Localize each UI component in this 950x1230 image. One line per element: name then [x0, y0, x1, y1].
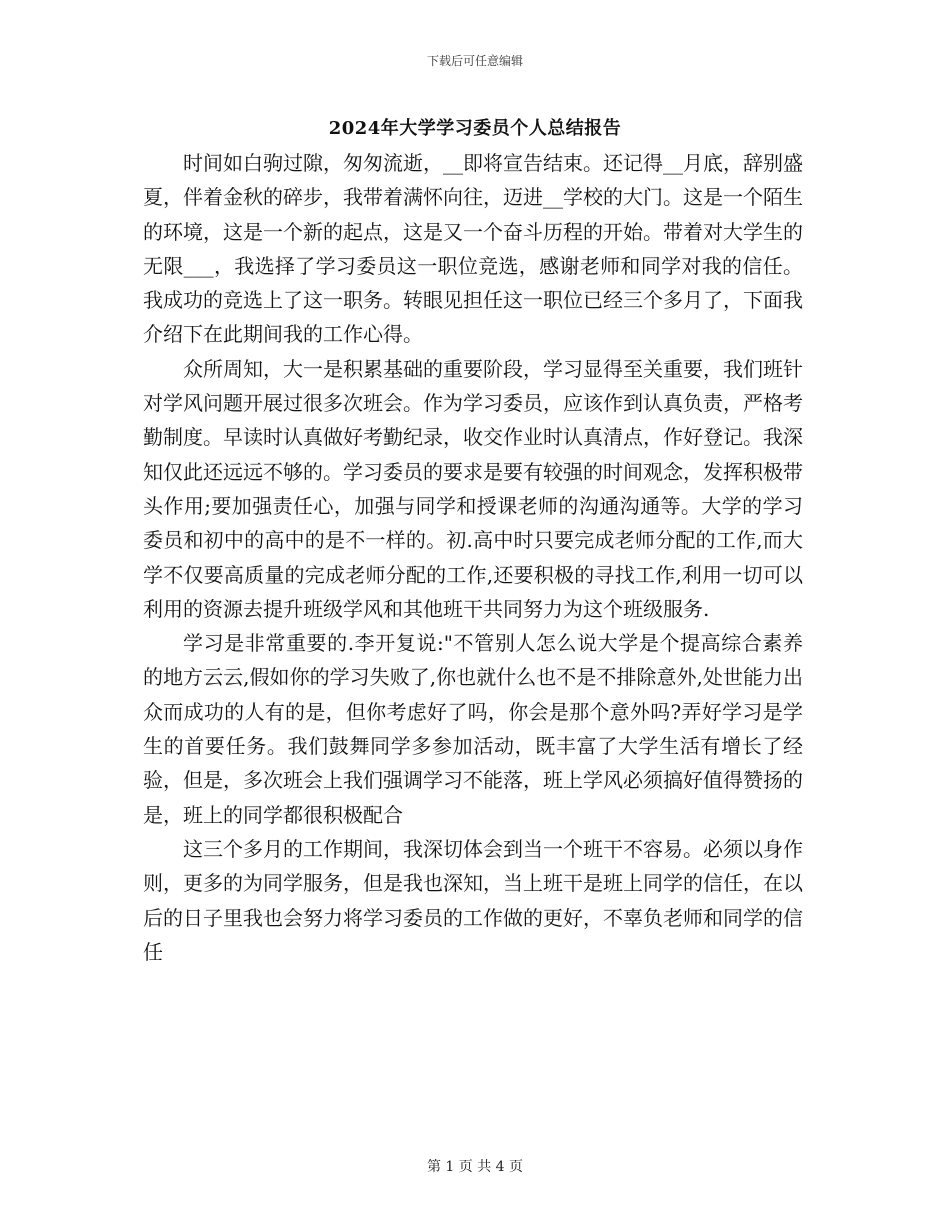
page-header-note: 下载后可任意编辑: [426, 54, 523, 68]
document-body: [143, 146, 803, 969]
body-paragraph-2: 众所周知，大一是积累基础的重要阶段，学习显得至关重要，我们班针对学风问题开展过很多次班会。作为学习委员，应该作到认真负责，严格考勤制度。早读时认真做好考勤纪录，收交作业时认真清点，作好登记。我深知仅此还远远不够的。学习委员的要求是要有较强的时间观念，发挥积极带头作用;要加强责任心，加强与同学和授课老师的沟通沟通等。大学的学习委员和初中的高中的是不一样的。初.高中时只要完成老师分配的工作,而大学不仅要高质量的完成老师分配的工作,还要积极的寻找工作,利用一切可以利用的资源去提升班级学风和其他班干共同努力为这个班级服务.: [143, 356, 803, 621]
document-title: 2024年大学学习委员个人总结报告: [328, 118, 622, 139]
body-paragraph-3: 学习是非常重要的.李开复说:"不管别人怎么说大学是个提高综合素养的地方云云,假如你的学习失败了,你也就什么也不是不排除意外,处世能力出众而成功的人有的是，但你考虑好了吗，你会是那个意外吗?弄好学习是学生的首要任务。我们鼓舞同学多参加活动，既丰富了大学生活有增长了经验，但是，多次班会上我们强调学习不能落，班上学风必须搞好值得赞扬的是，班上的同学都很积极配合: [143, 631, 803, 827]
body-paragraph-1: 时间如白驹过隙，匆匆流逝，__即将宣告结束。还记得__月底，辞别盛夏，伴着金秋的碎步，我带着满怀向往，迈进__学校的大门。这是一个陌生的环境，这是一个新的起点，这是又一个奋斗历程的开始。带着对大学生的无限___，我选择了学习委员这一职位竞选，感谢老师和同学对我的信任。我成功的竞选上了这一职务。转眼见担任这一职位已经三个多月了，下面我介绍下在此期间我的工作心得。: [143, 151, 803, 347]
body-paragraph-4: 这三个多月的工作期间，我深切体会到当一个班干不容易。必须以身作则，更多的为同学服务，但是我也深知，当上班干是班上同学的信任，在以后的日子里我也会努力将学习委员的工作做的更好，不辜负老师和同学的信任: [143, 836, 803, 964]
page-number: 第 1 页 共 4 页: [426, 1159, 524, 1175]
